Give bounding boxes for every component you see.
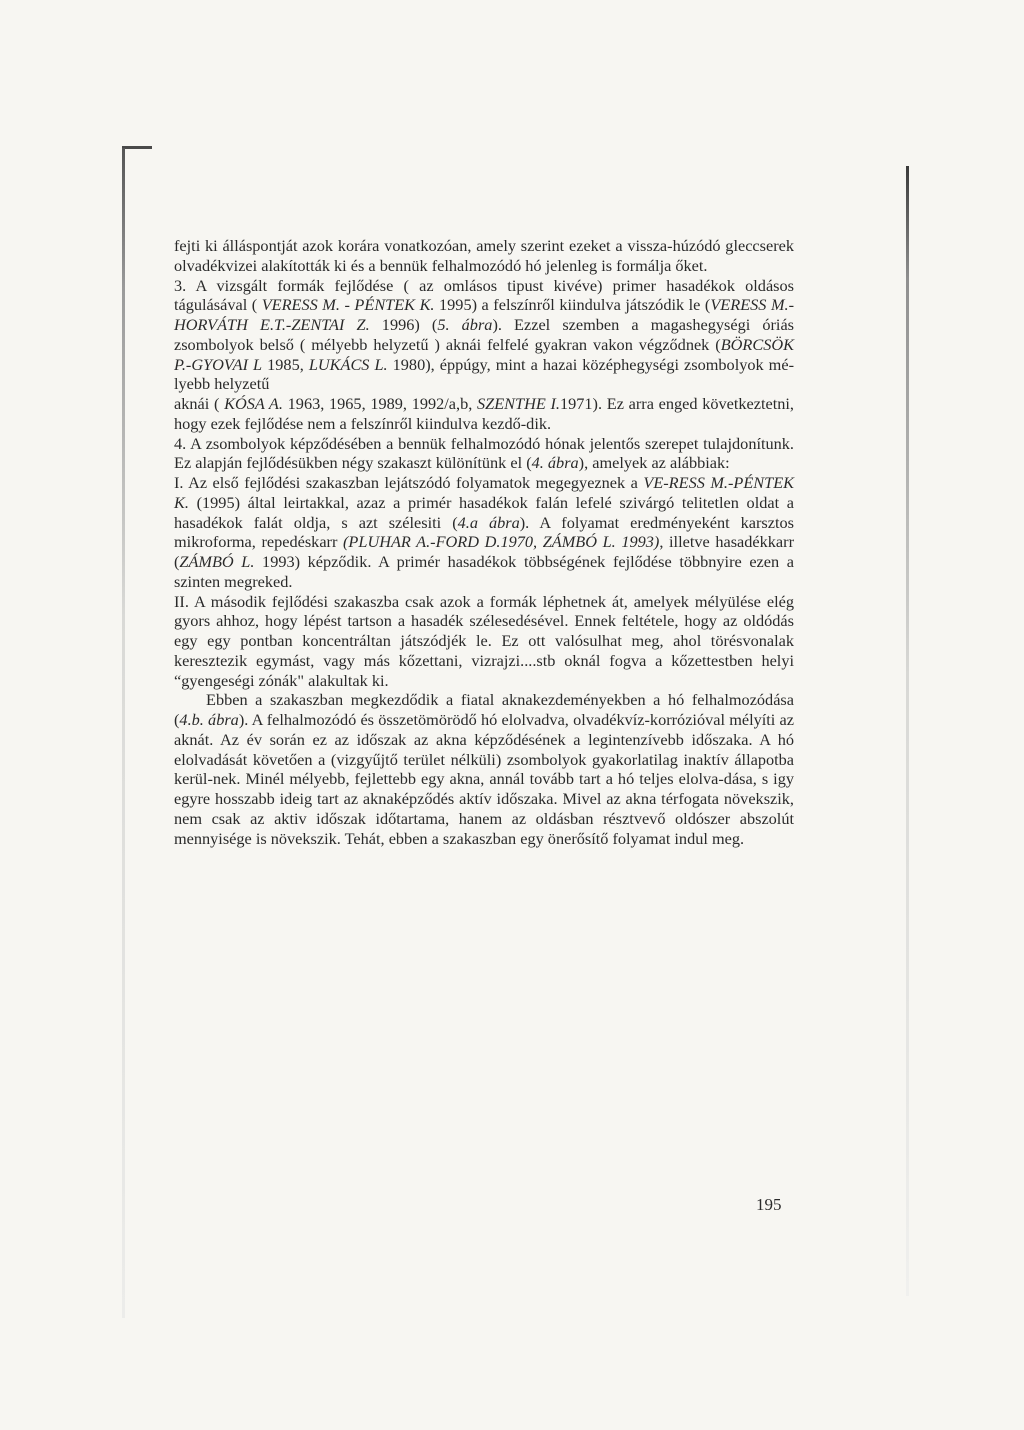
text-run: (1995) által leirtakkal, azaz a primér hasadékok falán lefelé szivárgó telitetlen oldat a hasadékok falát oldja, s azt szélesiti (	[174, 492, 794, 532]
citation-run: 4. ábra	[531, 453, 579, 473]
citation-run: 4.b. ábra	[179, 710, 239, 729]
text-run: ), amelyek az alábbiak:	[578, 453, 730, 473]
text-run: 4. A zsombolyok képződésében a bennük felhalmozódó hónak jelentős szerepet tulajdonítunk. Ez alapján fejlődésükben négy szakaszt különítünk el (	[174, 433, 794, 473]
text-run: 1980), éppúgy, mint a hazai középhegységi zsombolyok mé-lyebb helyzetű	[174, 354, 794, 394]
citation-run: VERESS M.-HORVÁTH E.T.-ZENTAI Z.	[174, 295, 795, 334]
paragraph-p-4	[174, 434, 794, 474]
text-run: 3. A vizsgált formák fejlődése ( az omlásos tipust kivéve) primer hasadékok oldásos tágulásával (	[174, 275, 794, 315]
citation-run: VERESS M. - PÉNTEK K.	[261, 295, 435, 315]
text-run: 1971). Ez arra enged következtetni, hogy ezek fejlődése nem a felszínről kiindulva kezdő-dik.	[174, 394, 795, 433]
citation-run: BÖRCSÖK P.-GYOVAI L	[174, 334, 794, 374]
text-run: 1993) képződik. A primér hasadékok többségének fejlődése többnyire ezen a szinten megreked.	[174, 552, 794, 591]
text-run: 1996) (	[369, 315, 438, 334]
citation-run: 5. ábra	[437, 315, 493, 334]
paragraph-p-II-b	[174, 690, 794, 848]
scan-edge-top	[122, 146, 152, 149]
text-run: ). A folyamat eredményeként karsztos mikroforma, repedéskarr	[174, 512, 794, 552]
citation-run: KÓSA A.	[224, 394, 283, 413]
citation-run: 4.a ábra	[457, 512, 520, 532]
paragraph-p-intro	[174, 236, 794, 276]
citation-run: LUKÁCS L.	[308, 354, 388, 374]
citation-run: (PLUHAR A.-FORD D.1970, ZÁMBÓ L. 1993)	[343, 532, 660, 552]
text-run: 1985,	[262, 354, 309, 374]
paragraph-p-II	[174, 592, 794, 691]
body-text	[174, 236, 794, 848]
text-run: 1963, 1965, 1989, 1992/a,b,	[282, 394, 478, 413]
page-number: 195	[756, 1195, 782, 1214]
text-run: , illetve hasadékkarr (	[174, 532, 794, 571]
text-run: Ebben a szakaszban megkezdődik a fiatal aknakezdeményekben a hó felhalmozódása (	[174, 690, 794, 729]
text-run: aknái (	[174, 394, 225, 413]
paragraph-p-3	[174, 276, 794, 395]
text-run: 1995) a felszínről kiindulva játszódik le (	[434, 295, 711, 315]
text-run: ). A felhalmozódó és összetömörödő hó elolvadva, olvadékvíz-korrózióval mélyíti az aknát. Az év során ez az időszak az akna képződésének a legintenzívebb időszaka. A hó elolvadását követően a (vizgyűjtő terület nélküli) zsombolyok gyakorlatilag inaktív állapotba kerül-nek. Minél mélyebb, fejlettebb egy akna, annál tovább tart a hó teljes elolva-dása, s igy egyre hosszabb ideig tart az aknaképződés aktív időszaka. Mivel az akna térfogata növekszik, nem csak az aktiv időszak időtartama, hanem az oldásban résztvevő oldószer abszolút mennyisége is növekszik. Tehát, ebben a szakaszban egy önerősítő folyamat indul meg.	[174, 710, 794, 848]
text-run: I. Az első fejlődési szakaszban lejátszódó folyamatok megegyeznek a	[174, 473, 644, 492]
citation-run: ZÁMBÓ L.	[179, 552, 255, 571]
scan-edge-right	[906, 166, 909, 1296]
citation-run: VE-RESS M.-PÉNTEK K.	[174, 473, 795, 512]
text-run: fejti ki álláspontját azok korára vonatkozóan, amely szerint ezeket a vissza-húzódó gleccserek olvadékvizei alakították ki és a bennük felhalmozódó hó jelenleg is formálja őket.	[174, 236, 794, 275]
text-run: II. A második fejlődési szakaszba csak azok a formák léphetnek át, amelyek mélyülése elég gyors ahhoz, hogy lépést tartson a hasadék szélesedésével. Ennek feltétele, hogy az oldódás egy egy pontban koncentráltan játszódjék le. Ez ott valósulhat meg, ahol törésvonalak keresztezik egymást, vagy más kőzettani, vizrajzi....stb oknál fogva a kőzettestben helyi “gyengeségi zónák" alakultak ki.	[174, 591, 794, 690]
citation-run: SZENTHE I.	[477, 394, 560, 413]
text-run: ). Ezzel szemben a magashegységi óriás zsombolyok belső ( mélyebb helyzetű ) aknái felfelé gyakran vakon végződnek (	[174, 315, 795, 354]
scan-edge-left	[122, 148, 125, 1318]
paragraph-p-I	[174, 473, 794, 592]
paragraph-p-3b	[174, 394, 794, 434]
